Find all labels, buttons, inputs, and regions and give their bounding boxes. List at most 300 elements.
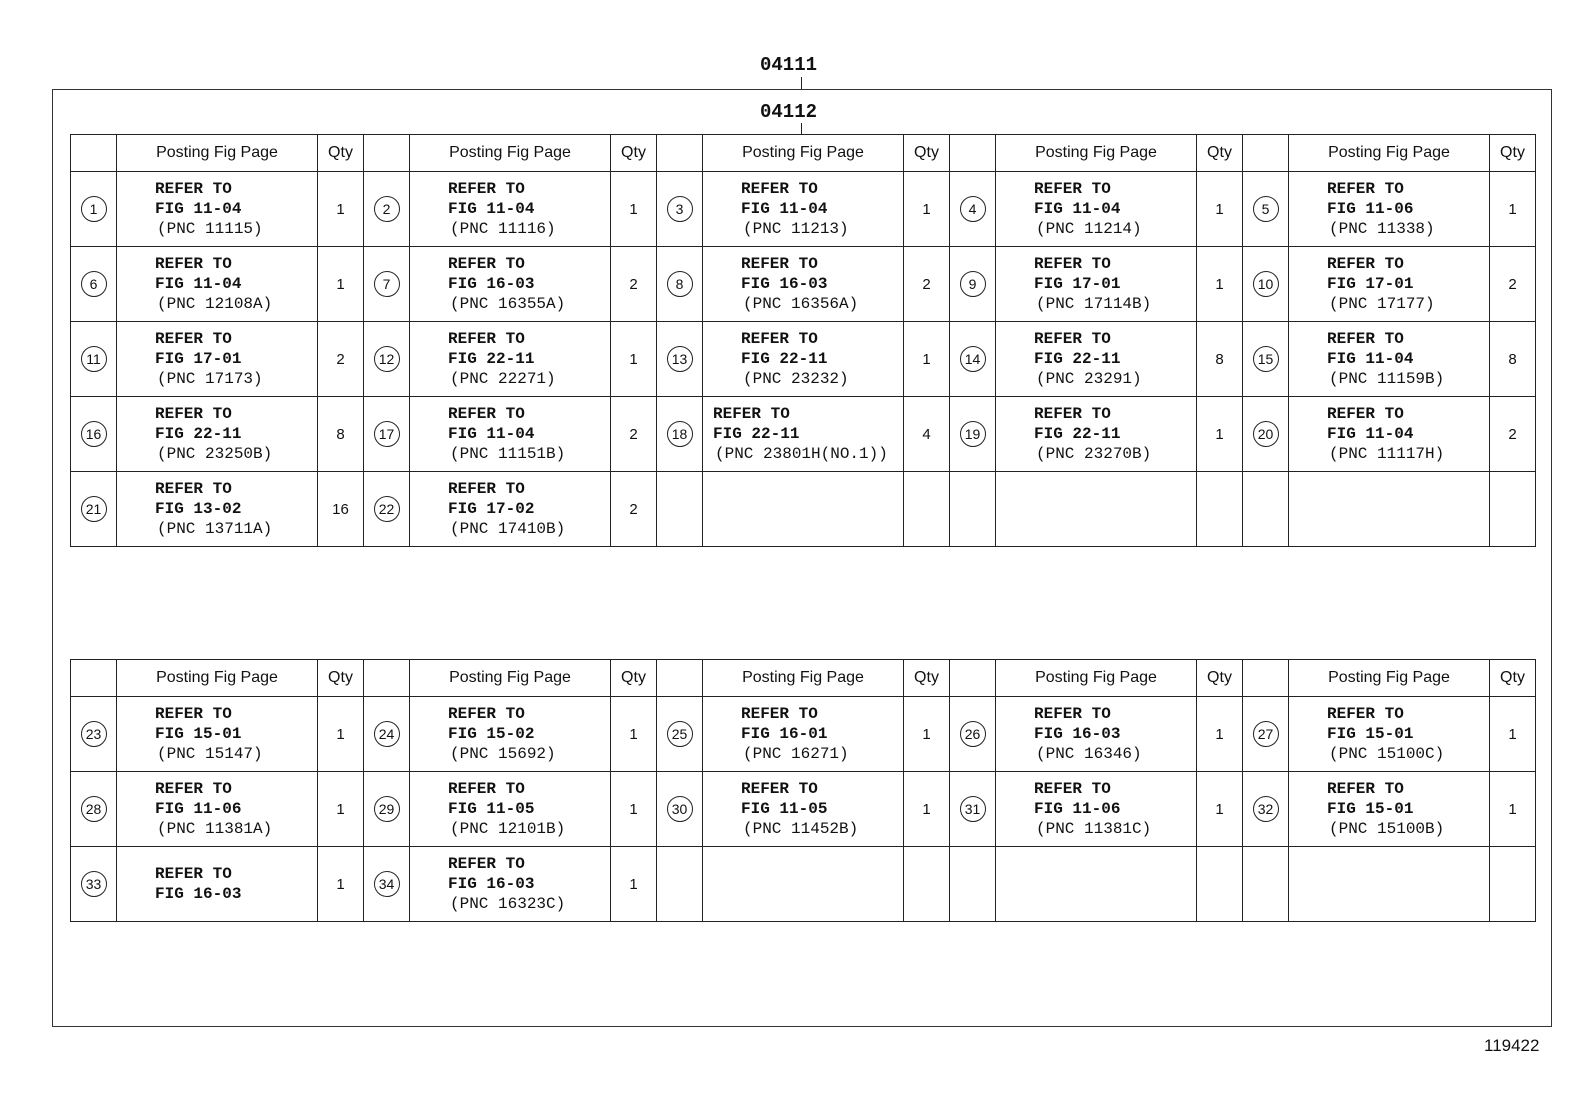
- callout-number-cell: [364, 322, 410, 397]
- posting-cell: [410, 472, 611, 547]
- header-qty: Qty: [611, 660, 657, 697]
- callout-number-cell: [950, 322, 996, 397]
- qty-cell: 1: [611, 847, 657, 922]
- callout-number: 24: [374, 721, 400, 747]
- posting-cell: [996, 697, 1197, 772]
- qty-cell: 1: [1197, 247, 1243, 322]
- refer-label: REFER TO: [155, 180, 232, 198]
- qty-cell: 1: [1197, 772, 1243, 847]
- header-index-cell: [71, 660, 117, 697]
- refer-label: REFER TO: [1327, 705, 1404, 723]
- figure-number: 119422: [1484, 1036, 1540, 1055]
- posting-cell: [1289, 397, 1490, 472]
- refer-label: REFER TO: [1034, 405, 1111, 423]
- fig-reference: FIG 11-04: [1327, 350, 1414, 368]
- posting-cell: [1289, 247, 1490, 322]
- leader-line: [801, 77, 802, 89]
- pnc-reference: (PNC 16271): [743, 745, 849, 763]
- refer-label: REFER TO: [1327, 330, 1404, 348]
- callout-number-cell: [950, 247, 996, 322]
- qty-cell: 2: [318, 322, 364, 397]
- refer-label: REFER TO: [448, 255, 525, 273]
- fig-reference: FIG 11-04: [155, 200, 242, 218]
- callout-number-cell: [1243, 472, 1289, 547]
- callout-number: 10: [1253, 271, 1279, 297]
- callout-number: 33: [81, 871, 107, 897]
- callout-number: 8: [667, 271, 693, 297]
- callout-number: 7: [374, 271, 400, 297]
- fig-reference: FIG 22-11: [741, 350, 828, 368]
- fig-reference: FIG 15-01: [1327, 725, 1414, 743]
- header-qty: Qty: [1197, 135, 1243, 172]
- callout-number-cell: [950, 472, 996, 547]
- callout-number-cell: [657, 697, 703, 772]
- callout-number-cell: [1243, 247, 1289, 322]
- fig-reference: FIG 16-01: [741, 725, 828, 743]
- pnc-reference: (PNC 11338): [1329, 220, 1435, 238]
- callout-number: 13: [667, 346, 693, 372]
- header-qty: Qty: [318, 660, 364, 697]
- callout-number: 14: [960, 346, 986, 372]
- refer-label: REFER TO: [448, 480, 525, 498]
- qty-cell: 2: [611, 397, 657, 472]
- refer-label: REFER TO: [1034, 330, 1111, 348]
- fig-reference: FIG 13-02: [155, 500, 242, 518]
- posting-cell: [1289, 172, 1490, 247]
- callout-number-cell: [71, 322, 117, 397]
- callout-number-cell: [657, 772, 703, 847]
- callout-number: 20: [1253, 421, 1279, 447]
- table-row: [71, 697, 1536, 772]
- qty-cell: 1: [1197, 172, 1243, 247]
- qty-cell: 1: [1197, 397, 1243, 472]
- table-row: [71, 247, 1536, 322]
- pnc-reference: (PNC 17114B): [1036, 295, 1152, 313]
- refer-label: REFER TO: [448, 180, 525, 198]
- fig-reference: FIG 17-01: [1034, 275, 1121, 293]
- pnc-reference: (PNC 11452B): [743, 820, 859, 838]
- pnc-reference: (PNC 23291): [1036, 370, 1142, 388]
- qty-cell: 1: [318, 247, 364, 322]
- posting-cell: [410, 697, 611, 772]
- callout-number-cell: [657, 322, 703, 397]
- fig-reference: FIG 22-11: [1034, 350, 1121, 368]
- posting-cell: [703, 172, 904, 247]
- fig-reference: FIG 11-04: [741, 200, 828, 218]
- qty-cell: 1: [611, 172, 657, 247]
- refer-label: REFER TO: [155, 255, 232, 273]
- callout-number: 23: [81, 721, 107, 747]
- qty-cell: [1490, 847, 1536, 922]
- posting-cell: [996, 397, 1197, 472]
- qty-cell: 16: [318, 472, 364, 547]
- pnc-reference: (PNC 11117H): [1329, 445, 1445, 463]
- posting-cell: [703, 472, 904, 547]
- callout-number: 15: [1253, 346, 1279, 372]
- pnc-reference: (PNC 11214): [1036, 220, 1142, 238]
- parts-table-2: [70, 659, 1536, 922]
- qty-cell: 1: [611, 322, 657, 397]
- refer-label: REFER TO: [155, 330, 232, 348]
- callout-number-cell: [657, 472, 703, 547]
- table-row: [71, 322, 1536, 397]
- pnc-reference: (PNC 23232): [743, 370, 849, 388]
- callout-number-cell: [71, 772, 117, 847]
- pnc-reference: (PNC 17173): [157, 370, 263, 388]
- header-qty: Qty: [904, 135, 950, 172]
- refer-label: REFER TO: [741, 180, 818, 198]
- qty-cell: 1: [904, 772, 950, 847]
- callout-number: 30: [667, 796, 693, 822]
- refer-label: REFER TO: [741, 780, 818, 798]
- posting-cell: [117, 397, 318, 472]
- table-row: [71, 847, 1536, 922]
- header-posting: Posting Fig Page: [410, 135, 611, 172]
- fig-reference: FIG 16-03: [448, 275, 535, 293]
- posting-cell: [703, 322, 904, 397]
- pnc-reference: (PNC 11115): [157, 220, 263, 238]
- posting-cell: [703, 397, 904, 472]
- qty-cell: 2: [904, 247, 950, 322]
- callout-number-cell: [71, 397, 117, 472]
- posting-cell: [410, 772, 611, 847]
- fig-reference: FIG 11-05: [741, 800, 828, 818]
- qty-cell: 2: [611, 247, 657, 322]
- callout-number: 12: [374, 346, 400, 372]
- callout-number: 26: [960, 721, 986, 747]
- callout-number-cell: [950, 397, 996, 472]
- qty-cell: [904, 472, 950, 547]
- pnc-reference: (PNC 16355A): [450, 295, 566, 313]
- callout-number: 21: [81, 496, 107, 522]
- callout-number-cell: [364, 697, 410, 772]
- pnc-reference: (PNC 15100C): [1329, 745, 1445, 763]
- refer-label: REFER TO: [448, 780, 525, 798]
- posting-cell: [117, 247, 318, 322]
- refer-label: REFER TO: [448, 405, 525, 423]
- header-index-cell: [657, 135, 703, 172]
- fig-reference: FIG 11-05: [448, 800, 535, 818]
- pnc-reference: (PNC 12108A): [157, 295, 273, 313]
- posting-cell: [1289, 472, 1490, 547]
- qty-cell: 1: [1197, 697, 1243, 772]
- callout-number: 2: [374, 196, 400, 222]
- pnc-reference: (PNC 16356A): [743, 295, 859, 313]
- callout-number-cell: [364, 247, 410, 322]
- qty-cell: 1: [1490, 697, 1536, 772]
- qty-cell: 1: [904, 322, 950, 397]
- fig-reference: FIG 11-04: [155, 275, 242, 293]
- qty-cell: 1: [318, 172, 364, 247]
- fig-reference: FIG 11-06: [1034, 800, 1121, 818]
- callout-number-cell: [1243, 322, 1289, 397]
- callout-number-cell: [950, 772, 996, 847]
- pnc-reference: (PNC 16323C): [450, 895, 566, 913]
- fig-reference: FIG 11-04: [448, 425, 535, 443]
- posting-cell: [703, 247, 904, 322]
- qty-cell: 1: [1490, 172, 1536, 247]
- posting-cell: [410, 397, 611, 472]
- callout-number-cell: [364, 397, 410, 472]
- pnc-reference: (PNC 11381A): [157, 820, 273, 838]
- refer-label: REFER TO: [155, 480, 232, 498]
- pnc-reference: (PNC 11116): [450, 220, 556, 238]
- posting-cell: [117, 697, 318, 772]
- posting-cell: [1289, 847, 1490, 922]
- fig-reference: FIG 11-04: [448, 200, 535, 218]
- callout-number-cell: [657, 172, 703, 247]
- callout-number-cell: [364, 847, 410, 922]
- qty-cell: [1197, 472, 1243, 547]
- header-index-cell: [1243, 135, 1289, 172]
- refer-label: REFER TO: [1034, 780, 1111, 798]
- fig-reference: FIG 22-11: [1034, 425, 1121, 443]
- pnc-reference: (PNC 11381C): [1036, 820, 1152, 838]
- callout-number: 18: [667, 421, 693, 447]
- callout-number: 22: [374, 496, 400, 522]
- posting-cell: [996, 772, 1197, 847]
- posting-cell: [703, 772, 904, 847]
- refer-label: REFER TO: [155, 705, 232, 723]
- fig-reference: FIG 15-01: [1327, 800, 1414, 818]
- parts-table-1: [70, 134, 1536, 547]
- posting-cell: [410, 247, 611, 322]
- qty-cell: [1490, 472, 1536, 547]
- header-qty: Qty: [318, 135, 364, 172]
- callout-number-cell: [71, 472, 117, 547]
- qty-cell: 1: [318, 847, 364, 922]
- posting-cell: [703, 697, 904, 772]
- posting-cell: [117, 172, 318, 247]
- callout-number: 27: [1253, 721, 1279, 747]
- callout-number: 34: [374, 871, 400, 897]
- callout-number: 6: [81, 271, 107, 297]
- fig-reference: FIG 22-11: [713, 425, 800, 443]
- callout-number-cell: [657, 397, 703, 472]
- pnc-reference: (PNC 13711A): [157, 520, 273, 538]
- header-qty: Qty: [611, 135, 657, 172]
- qty-cell: 1: [611, 772, 657, 847]
- qty-cell: 2: [1490, 397, 1536, 472]
- fig-reference: FIG 16-03: [448, 875, 535, 893]
- qty-cell: [1197, 847, 1243, 922]
- qty-cell: 8: [318, 397, 364, 472]
- callout-number-cell: [364, 472, 410, 547]
- posting-cell: [703, 847, 904, 922]
- callout-number: 31: [960, 796, 986, 822]
- header-posting: Posting Fig Page: [117, 660, 318, 697]
- header-index-cell: [657, 660, 703, 697]
- callout-number: 32: [1253, 796, 1279, 822]
- posting-cell: [410, 172, 611, 247]
- fig-reference: FIG 17-01: [1327, 275, 1414, 293]
- posting-cell: [410, 847, 611, 922]
- pnc-reference: (PNC 15692): [450, 745, 556, 763]
- header-qty: Qty: [1490, 660, 1536, 697]
- callout-number-cell: [71, 247, 117, 322]
- fig-reference: FIG 11-04: [1034, 200, 1121, 218]
- posting-cell: [996, 247, 1197, 322]
- refer-label: REFER TO: [1327, 180, 1404, 198]
- refer-label: REFER TO: [1034, 255, 1111, 273]
- callout-number-cell: [950, 172, 996, 247]
- callout-number-cell: [71, 847, 117, 922]
- table-row: [71, 172, 1536, 247]
- refer-label: REFER TO: [155, 405, 232, 423]
- pnc-reference: (PNC 11213): [743, 220, 849, 238]
- table-header-row: [71, 135, 1536, 172]
- qty-cell: 2: [1490, 247, 1536, 322]
- fig-reference: FIG 15-02: [448, 725, 535, 743]
- callout-number-cell: [1243, 697, 1289, 772]
- pnc-reference: (PNC 22271): [450, 370, 556, 388]
- fig-reference: FIG 15-01: [155, 725, 242, 743]
- table-header-row: [71, 660, 1536, 697]
- callout-number: 1: [81, 196, 107, 222]
- refer-label: REFER TO: [155, 780, 232, 798]
- pnc-reference: (PNC 12101B): [450, 820, 566, 838]
- posting-cell: [117, 322, 318, 397]
- posting-cell: [117, 472, 318, 547]
- callout-number: 19: [960, 421, 986, 447]
- callout-number-cell: [71, 172, 117, 247]
- header-index-cell: [364, 135, 410, 172]
- callout-number: 5: [1253, 196, 1279, 222]
- qty-cell: 1: [318, 697, 364, 772]
- header-posting: Posting Fig Page: [996, 660, 1197, 697]
- callout-number: 11: [81, 346, 107, 372]
- fig-reference: FIG 22-11: [155, 425, 242, 443]
- header-posting: Posting Fig Page: [410, 660, 611, 697]
- assembly-ref-number: 04111: [760, 54, 818, 76]
- header-posting: Posting Fig Page: [703, 135, 904, 172]
- qty-cell: 1: [904, 697, 950, 772]
- fig-reference: FIG 17-01: [155, 350, 242, 368]
- pnc-reference: (PNC 11159B): [1329, 370, 1445, 388]
- pnc-reference: (PNC 11151B): [450, 445, 566, 463]
- callout-number-cell: [364, 772, 410, 847]
- callout-number-cell: [1243, 772, 1289, 847]
- qty-cell: 8: [1197, 322, 1243, 397]
- callout-number-cell: [1243, 172, 1289, 247]
- posting-cell: [117, 772, 318, 847]
- header-posting: Posting Fig Page: [1289, 135, 1490, 172]
- callout-number: 28: [81, 796, 107, 822]
- refer-label: REFER TO: [448, 330, 525, 348]
- callout-number-cell: [1243, 397, 1289, 472]
- refer-label: REFER TO: [1327, 405, 1404, 423]
- header-posting: Posting Fig Page: [1289, 660, 1490, 697]
- header-posting: Posting Fig Page: [117, 135, 318, 172]
- header-index-cell: [950, 660, 996, 697]
- posting-cell: [117, 847, 318, 922]
- header-index-cell: [364, 660, 410, 697]
- callout-number-cell: [1243, 847, 1289, 922]
- posting-cell: [1289, 772, 1490, 847]
- refer-label: REFER TO: [155, 865, 232, 883]
- header-index-cell: [950, 135, 996, 172]
- callout-number: 17: [374, 421, 400, 447]
- header-index-cell: [71, 135, 117, 172]
- refer-label: REFER TO: [1327, 780, 1404, 798]
- fig-reference: FIG 16-03: [155, 885, 242, 903]
- callout-number: 16: [81, 421, 107, 447]
- refer-label: REFER TO: [741, 705, 818, 723]
- refer-label: REFER TO: [448, 705, 525, 723]
- pnc-reference: (PNC 15147): [157, 745, 263, 763]
- qty-cell: 4: [904, 397, 950, 472]
- fig-reference: FIG 16-03: [1034, 725, 1121, 743]
- refer-label: REFER TO: [1327, 255, 1404, 273]
- pnc-reference: (PNC 15100B): [1329, 820, 1445, 838]
- posting-cell: [996, 172, 1197, 247]
- refer-label: REFER TO: [1034, 180, 1111, 198]
- fig-reference: FIG 11-04: [1327, 425, 1414, 443]
- header-posting: Posting Fig Page: [703, 660, 904, 697]
- callout-number-cell: [364, 172, 410, 247]
- refer-label: REFER TO: [448, 855, 525, 873]
- posting-cell: [996, 322, 1197, 397]
- pnc-reference: (PNC 16346): [1036, 745, 1142, 763]
- header-qty: Qty: [1197, 660, 1243, 697]
- pnc-reference: (PNC 17177): [1329, 295, 1435, 313]
- table-row: [71, 472, 1536, 547]
- fig-reference: FIG 11-06: [1327, 200, 1414, 218]
- header-index-cell: [1243, 660, 1289, 697]
- fig-reference: FIG 16-03: [741, 275, 828, 293]
- posting-cell: [996, 472, 1197, 547]
- fig-reference: FIG 22-11: [448, 350, 535, 368]
- qty-cell: 1: [318, 772, 364, 847]
- callout-number: 4: [960, 196, 986, 222]
- posting-cell: [1289, 697, 1490, 772]
- qty-cell: 2: [611, 472, 657, 547]
- callout-number: 3: [667, 196, 693, 222]
- refer-label: REFER TO: [713, 405, 790, 423]
- header-posting: Posting Fig Page: [996, 135, 1197, 172]
- qty-cell: 1: [904, 172, 950, 247]
- header-qty: Qty: [1490, 135, 1536, 172]
- refer-label: REFER TO: [741, 330, 818, 348]
- posting-cell: [996, 847, 1197, 922]
- refer-label: REFER TO: [741, 255, 818, 273]
- callout-number-cell: [950, 847, 996, 922]
- callout-number: 29: [374, 796, 400, 822]
- sub-assembly-ref-number: 04112: [760, 101, 818, 123]
- pnc-reference: (PNC 23801H(NO.1)): [715, 445, 888, 463]
- callout-number-cell: [657, 847, 703, 922]
- callout-number-cell: [71, 697, 117, 772]
- fig-reference: FIG 11-06: [155, 800, 242, 818]
- qty-cell: 1: [1490, 772, 1536, 847]
- qty-cell: [904, 847, 950, 922]
- header-qty: Qty: [904, 660, 950, 697]
- table-row: [71, 397, 1536, 472]
- posting-cell: [1289, 322, 1490, 397]
- table-row: [71, 772, 1536, 847]
- qty-cell: 1: [611, 697, 657, 772]
- fig-reference: FIG 17-02: [448, 500, 535, 518]
- refer-label: REFER TO: [1034, 705, 1111, 723]
- pnc-reference: (PNC 23250B): [157, 445, 273, 463]
- qty-cell: 8: [1490, 322, 1536, 397]
- callout-number-cell: [950, 697, 996, 772]
- pnc-reference: (PNC 17410B): [450, 520, 566, 538]
- callout-number-cell: [657, 247, 703, 322]
- callout-number: 25: [667, 721, 693, 747]
- callout-number: 9: [960, 271, 986, 297]
- pnc-reference: (PNC 23270B): [1036, 445, 1152, 463]
